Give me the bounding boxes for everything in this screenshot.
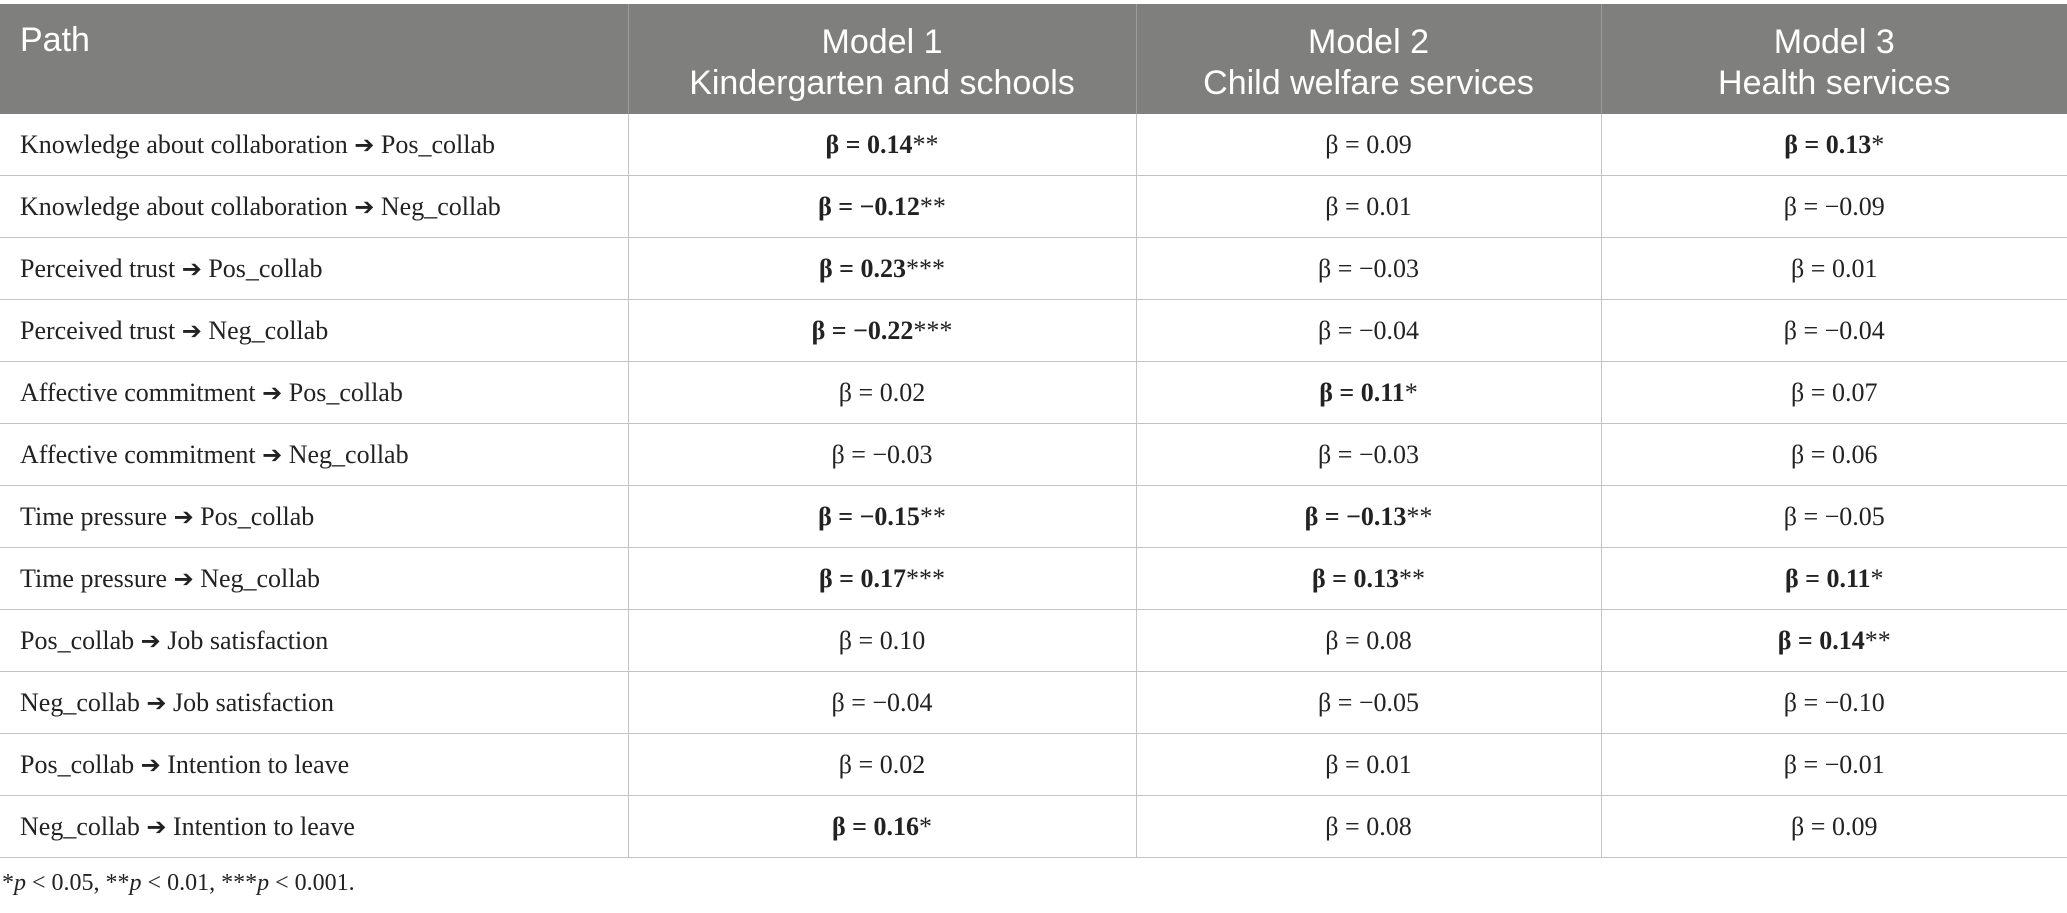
path-target: Pos_collab [208, 253, 323, 283]
beta-value: β = −0.03 [831, 439, 933, 469]
coefficient-cell-model-2 [1136, 362, 1601, 424]
significance-stars: * [1404, 377, 1418, 407]
column-header-model-1 [628, 4, 1136, 114]
arrow-right-icon: ➔ [181, 316, 202, 345]
coefficient-cell-model-2 [1136, 734, 1601, 796]
coefficient-cell-model-2 [1136, 300, 1601, 362]
beta-value: β = 0.16 [831, 811, 919, 841]
beta-value: β = −0.15 [818, 501, 920, 531]
beta-value: β = 0.13 [1311, 563, 1399, 593]
beta-value: β = 0.10 [838, 625, 926, 655]
path-target: Job satisfaction [167, 625, 329, 655]
coefficient-cell-model-3 [1601, 424, 2067, 486]
column-header-title: Model 2 [1308, 23, 1429, 61]
beta-value: β = 0.23 [818, 253, 906, 283]
column-header-model-2 [1136, 4, 1601, 114]
coefficient-cell-model-3 [1601, 114, 2067, 176]
path-cell [0, 114, 628, 176]
column-header-subtitle: Kindergarten and schools [689, 64, 1075, 102]
table-row [0, 796, 2067, 858]
coefficient-cell-model-2 [1136, 486, 1601, 548]
arrow-right-icon: ➔ [262, 440, 283, 469]
beta-value: β = 0.01 [1325, 191, 1412, 221]
beta-value: β = −0.09 [1783, 191, 1885, 221]
arrow-right-icon: ➔ [262, 378, 283, 407]
coefficient-cell-model-3 [1601, 610, 2067, 672]
path-target: Neg_collab [200, 563, 321, 593]
significance-stars: ** [919, 191, 946, 221]
coefficient-cell-model-3 [1601, 796, 2067, 858]
significance-stars: * [1870, 563, 1884, 593]
table-row [0, 238, 2067, 300]
column-header-title: Model 3 [1773, 23, 1895, 61]
path-source: Affective commitment [20, 439, 256, 469]
beta-value: β = −0.10 [1783, 687, 1885, 717]
header-row [0, 4, 2067, 114]
coefficient-cell-model-3 [1601, 734, 2067, 796]
significance-stars: ** [1399, 563, 1425, 593]
coefficient-cell-model-1 [628, 238, 1136, 300]
path-cell [0, 176, 628, 238]
coefficient-cell-model-3 [1601, 672, 2067, 734]
table-body [0, 114, 2067, 858]
path-target: Intention to leave [167, 749, 350, 779]
column-header-subtitle: Health services [1718, 64, 1951, 102]
beta-value: β = 0.11 [1784, 563, 1871, 593]
coefficient-cell-model-1 [628, 610, 1136, 672]
path-source: Pos_collab [20, 625, 135, 655]
coefficient-cell-model-3 [1601, 238, 2067, 300]
beta-value: β = −0.04 [831, 687, 933, 717]
path-source: Neg_collab [20, 811, 140, 841]
beta-value: β = 0.14 [825, 129, 913, 159]
results-table-container [0, 4, 2067, 858]
coefficient-cell-model-3 [1601, 300, 2067, 362]
path-source: Time pressure [20, 563, 168, 593]
path-cell [0, 548, 628, 610]
table-row [0, 548, 2067, 610]
coefficient-cell-model-2 [1136, 796, 1601, 858]
significance-stars: ** [919, 501, 946, 531]
footnote-text: * [2, 870, 14, 896]
coefficient-cell-model-3 [1601, 548, 2067, 610]
significance-stars: *** [906, 563, 945, 593]
path-cell [0, 796, 628, 858]
table-row [0, 300, 2067, 362]
coefficient-cell-model-1 [628, 486, 1136, 548]
arrow-right-icon: ➔ [146, 688, 167, 717]
beta-value: β = −0.03 [1317, 253, 1420, 283]
beta-value: β = −0.03 [1317, 439, 1420, 469]
path-cell [0, 672, 628, 734]
arrow-right-icon: ➔ [173, 502, 194, 531]
significance-stars: ** [1406, 501, 1433, 531]
beta-value: β = 0.08 [1325, 811, 1412, 841]
coefficient-cell-model-1 [628, 300, 1136, 362]
beta-value: β = 0.09 [1791, 811, 1878, 841]
coefficient-cell-model-3 [1601, 362, 2067, 424]
table-row [0, 610, 2067, 672]
path-cell [0, 734, 628, 796]
beta-value: β = 0.14 [1777, 625, 1865, 655]
coefficient-cell-model-1 [628, 672, 1136, 734]
table-row [0, 734, 2067, 796]
path-source: Pos_collab [20, 749, 135, 779]
coefficient-cell-model-1 [628, 114, 1136, 176]
path-target: Job satisfaction [172, 687, 334, 717]
beta-value: β = −0.04 [1783, 315, 1885, 345]
table-row [0, 362, 2067, 424]
beta-value: β = 0.11 [1319, 377, 1405, 407]
beta-value: β = 0.01 [1791, 253, 1878, 283]
path-target: Neg_collab [380, 191, 501, 221]
coefficient-cell-model-2 [1136, 238, 1601, 300]
footnote-p-symbol: p [257, 870, 270, 896]
column-header-title: Path [20, 21, 90, 59]
path-source: Neg_collab [20, 687, 140, 717]
significance-stars: ** [912, 129, 939, 159]
significance-stars: * [1871, 129, 1885, 159]
footnote-text: < 0.05, ** [26, 870, 130, 896]
arrow-right-icon: ➔ [173, 564, 194, 593]
path-cell [0, 610, 628, 672]
column-header-subtitle: Child welfare services [1203, 64, 1534, 102]
path-target: Pos_collab [380, 129, 496, 159]
column-header-model-3 [1601, 4, 2067, 114]
footnote-p-symbol: p [14, 870, 26, 896]
path-source: Affective commitment [20, 377, 256, 407]
beta-value: β = −0.12 [818, 191, 920, 221]
path-target: Neg_collab [288, 439, 409, 469]
table-row [0, 486, 2067, 548]
coefficient-cell-model-1 [628, 424, 1136, 486]
beta-value: β = −0.04 [1317, 315, 1420, 345]
beta-value: β = −0.13 [1304, 501, 1407, 531]
path-cell [0, 300, 628, 362]
significance-stars: * [919, 811, 932, 841]
coefficient-cell-model-2 [1136, 610, 1601, 672]
table-row [0, 176, 2067, 238]
coefficient-cell-model-1 [628, 176, 1136, 238]
beta-value: β = 0.02 [838, 377, 926, 407]
coefficient-cell-model-2 [1136, 424, 1601, 486]
path-cell [0, 362, 628, 424]
significance-stars: *** [906, 253, 945, 283]
beta-value: β = 0.07 [1791, 377, 1878, 407]
arrow-right-icon: ➔ [354, 130, 375, 159]
arrow-right-icon: ➔ [354, 192, 375, 221]
coefficient-cell-model-2 [1136, 548, 1601, 610]
path-source: Time pressure [20, 501, 168, 531]
arrow-right-icon: ➔ [140, 626, 161, 655]
path-cell [0, 486, 628, 548]
beta-value: β = 0.08 [1325, 625, 1412, 655]
beta-value: β = 0.01 [1325, 749, 1412, 779]
arrow-right-icon: ➔ [146, 812, 167, 841]
coefficient-cell-model-3 [1601, 486, 2067, 548]
significance-stars: ** [1864, 625, 1891, 655]
coefficient-cell-model-1 [628, 796, 1136, 858]
path-cell [0, 424, 628, 486]
path-target: Pos_collab [288, 377, 403, 407]
beta-value: β = −0.22 [811, 315, 914, 345]
footnote-p-symbol: p [129, 870, 142, 896]
beta-value: β = 0.02 [838, 749, 926, 779]
path-source: Perceived trust [20, 315, 176, 345]
path-target: Intention to leave [172, 811, 355, 841]
beta-value: β = 0.06 [1791, 439, 1878, 469]
coefficient-cell-model-1 [628, 734, 1136, 796]
arrow-right-icon: ➔ [140, 750, 161, 779]
beta-value: β = 0.17 [818, 563, 906, 593]
coefficient-cell-model-3 [1601, 176, 2067, 238]
path-target: Neg_collab [208, 315, 329, 345]
coefficient-cell-model-2 [1136, 672, 1601, 734]
coefficient-cell-model-1 [628, 362, 1136, 424]
beta-value: β = −0.05 [1783, 501, 1885, 531]
coefficient-cell-model-1 [628, 548, 1136, 610]
path-cell [0, 238, 628, 300]
coefficient-cell-model-2 [1136, 176, 1601, 238]
beta-value: β = 0.13 [1784, 129, 1872, 159]
significance-stars: *** [913, 315, 953, 345]
column-header-title: Model 1 [821, 23, 943, 61]
table-header [0, 4, 2067, 114]
footnote-text: < 0.01, *** [141, 870, 258, 896]
beta-value: β = −0.01 [1783, 749, 1885, 779]
path-source: Perceived trust [20, 253, 176, 283]
path-source: Knowledge about collaboration [20, 129, 348, 159]
path-source: Knowledge about collaboration [20, 191, 348, 221]
table-row [0, 424, 2067, 486]
table-row [0, 114, 2067, 176]
significance-footnote [2, 870, 355, 897]
column-header-path [0, 4, 628, 114]
arrow-right-icon: ➔ [181, 254, 202, 283]
path-coefficients-table [0, 4, 2067, 858]
beta-value: β = −0.05 [1317, 687, 1420, 717]
footnote-text: < 0.001. [269, 870, 355, 896]
path-target: Pos_collab [200, 501, 315, 531]
beta-value: β = 0.09 [1325, 129, 1412, 159]
table-row [0, 672, 2067, 734]
coefficient-cell-model-2 [1136, 114, 1601, 176]
